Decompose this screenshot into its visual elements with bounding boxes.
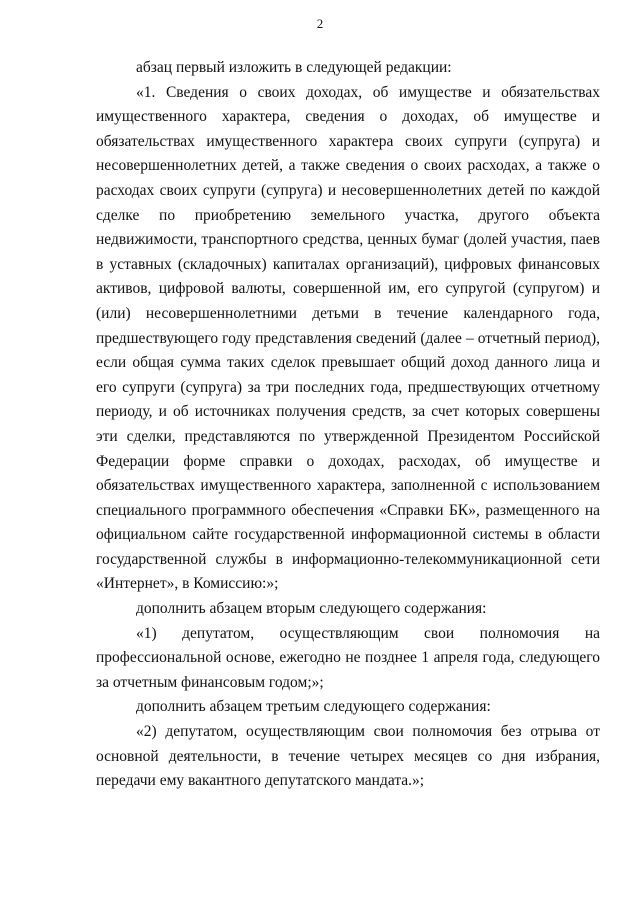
document-body: [96, 56, 600, 794]
paragraph-item-1-text: «1. Сведения о своих доходах, об имуществе и обязательствах имущественного характера, сведения о доходах, об имуществе и обязательствах имущественного характера своих супруги (супруга) и несовершеннолетних детей, а также сведения о своих расходах, а также о расходах своих супруги (супруга) и несовершеннолетних детей по каждой сделке по приобретению земельного участка, другого объекта недвижимости, транспортного средства, ценных бумаг (долей участия, паев в уставных (складочных) капиталах организаций), цифровых финансовых активов, цифровой валюты, совершенной им, его супругой (супругом) и (или) несовершеннолетними детьми в течение календарного года, предшествующего году представления сведений (далее – отчетный период), если общая сумма таких сделок превышает общий доход данного лица и его супруги (супруга) за три последних года, предшествующих отчетному периоду, и об источниках получения средств, за счет которых совершены эти сделки, представляются по утвержденной Президентом Российской Федерации форме справки о доходах, расходах, об имуществе и обязательствах имущественного характера, заполненной с использованием специального программного обеспечения «Справки БК», размещенного на официальном сайте государственной информационной системы в области государственной службы в информационно-телекоммуникационной сети «Интернет», в Комиссию:»;: [96, 83, 600, 593]
page-number: 2: [316, 16, 324, 31]
paragraph-intro: абзац первый изложить в следующей редакции:: [136, 59, 452, 76]
paragraph-add-third: дополнить абзацем третьим следующего содержания:: [136, 698, 491, 716]
paragraph-add-second: дополнить абзацем вторым следующего содержания:: [136, 600, 487, 618]
paragraph-subitem-2: «2) депутатом, осуществляющим свои полномочия без отрыва от основной деятельности, в течение четырех месяцев со дня избрания, передачи ему вакантного депутатского мандата.»;: [96, 723, 600, 790]
paragraph-subitem-1: «1) депутатом, осуществляющим свои полномочия на профессиональной основе, ежегодно не позднее 1 апреля года, следующего за отчетным финансовым годом;»;: [96, 624, 600, 691]
